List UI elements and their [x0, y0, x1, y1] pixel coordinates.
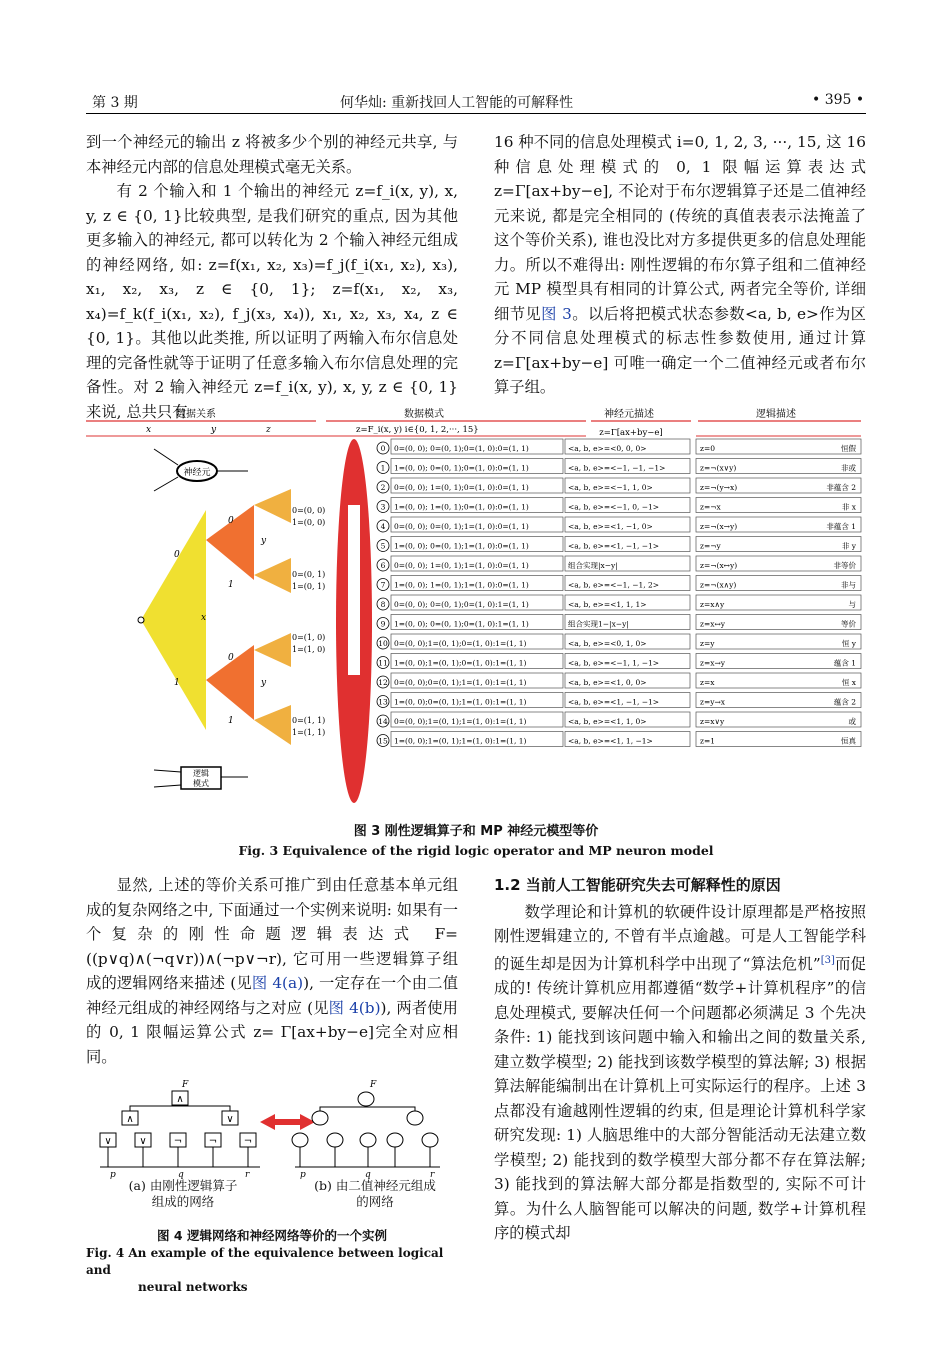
logic-name: 恒真: [841, 736, 856, 746]
output-F: F: [370, 1080, 377, 1090]
logic-name: 非等价: [833, 561, 856, 570]
right-column-bottom: [494, 873, 866, 1246]
mode-text: 1=(0, 0);1=(0, 1);1=(1, 0):1=(1, 1): [394, 736, 527, 746]
logic-expr: z=¬(x∧y): [700, 580, 737, 590]
arrow: [154, 449, 178, 465]
mapping-bar: [348, 505, 360, 675]
mode-index: 4: [380, 522, 386, 531]
table-row: [377, 673, 861, 688]
input-p: p: [110, 1170, 116, 1180]
mode-text: 1=(0, 0); 1=(0, 1);1=(1, 0):0=(1, 1): [394, 580, 529, 590]
mode-index: 2: [380, 483, 386, 492]
tree-leaf-label: 1=(0, 0): [292, 518, 326, 527]
table-row: [377, 459, 861, 474]
logic-expr: z=¬x: [700, 502, 721, 512]
header-data-relation: 数据关系: [176, 409, 216, 420]
logic-name: 蕴含 2: [833, 697, 856, 707]
logic-expr: z=¬(x→y): [700, 522, 738, 531]
header-logic-desc: 逻辑描述: [756, 409, 796, 420]
logic-expr: z=x∧y: [700, 600, 725, 609]
tree-label: y: [261, 678, 267, 688]
gate-symbol: ¬: [173, 1136, 183, 1147]
tree-leaf: [254, 705, 291, 745]
figure-4-caption-en: Fig. 4 An example of the equivalence between logical and neural networks: [86, 1246, 444, 1294]
table-row: [377, 615, 861, 630]
header-neuron-desc: 神经元描述: [604, 409, 654, 420]
logic-expr: z=¬(x↔y): [700, 561, 738, 570]
table-row: [377, 732, 861, 747]
logic-cell: [696, 634, 861, 649]
output-F: F: [182, 1080, 189, 1090]
param-text: <a, b, e>=<−1, −1, 2>: [568, 580, 660, 590]
table-row: [377, 517, 861, 532]
param-text: <a, b, e>=<1, −1, −1>: [568, 697, 660, 707]
table-row: [377, 634, 861, 649]
mode-text: 1=(0, 0); 0=(0, 1);1=(1, 0):0=(1, 1): [394, 541, 529, 551]
param-text: <a, b, e>=<−1, 0, −1>: [568, 502, 660, 512]
arrow: [154, 785, 181, 787]
tree-label: y: [261, 536, 267, 546]
wire: [130, 1106, 230, 1111]
sub-y: y: [211, 425, 217, 435]
logic-expr: z=x→y: [700, 658, 725, 668]
logic-cell: [696, 498, 861, 513]
table-row: [377, 693, 861, 708]
logic-expr: z=y→x: [700, 697, 725, 707]
param-text: <a, b, e>=<1, −1, 0>: [568, 522, 653, 531]
mode-index: 0: [380, 444, 386, 453]
mode-index: 5: [380, 541, 386, 551]
mode-text: 0=(0, 0); 1=(0, 1);0=(1, 0):0=(1, 1): [394, 483, 529, 492]
figure-3-caption-en: Fig. 3 Equivalence of the rigid logic operator and MP neuron model: [238, 843, 714, 858]
tree-leaf: [254, 489, 291, 523]
logic-mode-label: 模式: [193, 779, 209, 788]
mode-text: 0=(0, 0);1=(0, 1);1=(1, 0):1=(1, 1): [394, 717, 527, 726]
mode-text: 0=(0, 0); 0=(0, 1);1=(1, 0):0=(1, 1): [394, 522, 529, 531]
logic-expr: z=x↔y: [700, 619, 725, 629]
mode-text: 1=(0, 0); 0=(0, 1);0=(1, 0):1=(1, 1): [394, 619, 529, 629]
tree-leaf: [254, 558, 291, 593]
neuron-node: [327, 1133, 343, 1147]
param-text: <a, b, e>=<−1, 1, 0>: [568, 483, 653, 492]
param-text: <a, b, e>=<1, 0, 0>: [568, 678, 647, 687]
page-number: • 395 •: [812, 92, 865, 108]
param-text: 组合实现|x−y|: [568, 561, 618, 570]
mode-index: 8: [380, 600, 386, 609]
neuron-node: [292, 1133, 308, 1147]
tree-leaf-label: 1=(0, 1): [292, 582, 326, 591]
mode-index: 12: [378, 678, 388, 687]
tree-leaf-label: 1=(1, 1): [292, 728, 326, 737]
figure-4-sub-a: (a) 由刚性逻辑算子 组成的网络: [128, 1178, 238, 1209]
paragraph: 显然, 上述的等价关系可推广到由任意基本单元组成的复杂网络之中, 下面通过一个实例来说明: 如果有一个复杂的刚性命题逻辑表达式 F=((p∨q)∧(¬q∨r))∧(¬p∨¬r), 它可用一些逻辑算子组成的逻辑网络来描述 (见图 4(a)), 一定存在一个由二值神经元组成的神经网络与之对应 (见图 4(b)), 两者使用的 0, 1 限幅运算公式 z= Γ[ax+by−e]完全对应相同。: [86, 876, 459, 1066]
table-row: [377, 556, 861, 571]
gate-symbol: ∨: [226, 1114, 234, 1125]
mode-index: 14: [378, 717, 388, 726]
tree-leaf-label: 0=(0, 1): [292, 570, 326, 579]
sub-z: z: [266, 425, 271, 435]
logic-expr: z=1: [700, 736, 716, 746]
issue-number: 第 3 期: [92, 95, 138, 111]
input-q: q: [365, 1170, 371, 1180]
mode-index: 6: [380, 561, 386, 570]
neuron-node: [358, 1092, 374, 1106]
gate-symbol: ∧: [126, 1114, 134, 1125]
logic-name: 恒假: [841, 444, 856, 453]
mode-index: 15: [378, 736, 388, 746]
logic-name: 恒 y: [841, 639, 856, 648]
figure-4-sub-b: (b) 由二值神经元组成 的网络: [314, 1178, 436, 1209]
logic-cell: [696, 673, 861, 688]
logic-name: 非蕴含 1: [826, 522, 856, 531]
gate-symbol: ¬: [208, 1136, 218, 1147]
tree-leaf-label: 0=(1, 1): [292, 716, 326, 725]
mode-text: 0=(0, 0); 0=(0, 1);0=(1, 0):1=(1, 1): [394, 600, 529, 609]
mode-index: 7: [380, 580, 386, 590]
logic-name: 等价: [841, 619, 856, 629]
param-text: <a, b, e>=<1, −1, −1>: [568, 541, 660, 551]
mode-text: 0=(0, 0); 1=(0, 1);1=(1, 0):0=(1, 1): [394, 561, 529, 570]
logic-cell: [696, 439, 861, 454]
param-text: <a, b, e>=<−1, 1, −1>: [568, 658, 660, 668]
tree-label: 0: [174, 550, 180, 560]
paragraph: 数学理论和计算机的软硬件设计原理都是严格按照刚性逻辑建立的, 不曾有半点逾越。可是人工智能学科的诞生却是因为计算机科学中出现了“算法危机”[3]而促成的! 传统计算机应用都遵循“数学+计算机程序”的信息处理模式, 要解决任何一个问题都必须满足 3 个先决条件: 1) 能找到该问题中输入和输出之间的数量关系, 建立数学模型; 2) 能找到该数学模型的算法解; 3) 根据算法解能编制出在计算机上可实际运行的程序。上述 3 点都没有逾越刚性逻辑的约束, 但是理论计算机科学家研究发现: 1) 人脑思维中的大部分智能活动无法建立数学模型; 2) 能找到的数学模型大部分都不存在算法解; 3) 能找到的算法解大部分都是指数型的, 实际不可计算。为什么人脑智能可以解决的问题, 数学+计算机程序的模式却: [494, 902, 866, 1243]
tree-root-x: [141, 510, 206, 730]
equivalence-arrow: [260, 1114, 315, 1130]
logic-name: 非或: [841, 463, 856, 473]
neuron-node: [312, 1111, 328, 1125]
figure-ref-link[interactable]: 图 4(a): [251, 974, 304, 992]
logic-name: 非与: [841, 580, 856, 590]
logic-expr: z=y: [700, 639, 715, 648]
table-row: [377, 537, 861, 552]
running-title: 何华灿: 重新找回人工智能的可解释性: [340, 95, 574, 111]
paragraph: 16 种不同的信息处理模式 i=0, 1, 2, 3, ···, 15, 这 16 种信息处理模式的 0, 1 限幅运算表达式 z=Γ[ax+by−e], 不论对于布尔逻辑算子还是二值神经元来说, 都是完全相同的 (传统的真值表表示法掩盖了这个等价关系), 谁也没比对方多提供更多的信息处理能力。所以不难得出: 刚性逻辑的布尔算子组和二值神经元 MP 模型具有相同的计算公式, 两者完全等价, 详细细节见图 3。以后将把模式状态参数<a, b, e>作为区分不同信息处理模式的标志性参数使用, 通过计算 z=Γ[ax+by−e] 可唯一确定一个二值神经元或者布尔算子组。: [494, 133, 866, 396]
citation-link[interactable]: [3]: [820, 954, 835, 966]
param-text: <a, b, e>=<0, 1, 0>: [568, 639, 647, 648]
param-text: <a, b, e>=<1, 1, −1>: [568, 736, 653, 746]
logic-expr: z=x∨y: [700, 717, 725, 726]
mode-text: 0=(0, 0); 0=(0, 1);0=(1, 0):0=(1, 1): [394, 444, 529, 453]
table-row: [377, 478, 861, 493]
logic-expr: z=¬(x∨y): [700, 463, 737, 473]
logic-name: 与: [848, 600, 856, 609]
table-row: [377, 595, 861, 610]
table-row: [377, 498, 861, 513]
neuron-label: 神经元: [183, 468, 211, 478]
sub-formula: z=F_i(x, y) i∈{0, 1, 2,···, 15}: [356, 425, 479, 435]
tree-label: 1: [228, 716, 234, 726]
tree-label: x: [201, 613, 207, 623]
right-column-top: [494, 130, 866, 400]
gate-symbol: ¬: [243, 1136, 253, 1147]
input-p: p: [300, 1170, 306, 1180]
node: [138, 617, 144, 623]
mode-text: 1=(0, 0); 0=(0, 1);0=(1, 0):0=(1, 1): [394, 463, 529, 473]
table-row: [377, 654, 861, 669]
header-rule: [86, 113, 866, 114]
logic-expr: z=x: [700, 678, 715, 687]
mode-text: 0=(0, 0);1=(0, 1);0=(1, 0):1=(1, 1): [394, 639, 527, 648]
logic-expr: z=¬(y→x): [700, 483, 738, 492]
tree-leaf-label: 0=(1, 0): [292, 633, 326, 642]
param-text: 组合实现1−|x−y|: [568, 619, 629, 629]
paragraph: 到一个神经元的输出 z 将被多少个别的神经元共享, 与本神经元内部的信息处理模式毫无关系。: [86, 133, 458, 176]
mode-text: 1=(0, 0);1=(0, 1);0=(1, 0):1=(1, 1): [394, 658, 527, 668]
table-row: [377, 576, 861, 591]
mode-index: 9: [380, 619, 386, 629]
gate-symbol: ∧: [176, 1094, 184, 1105]
logic-name: 非 y: [841, 541, 856, 551]
input-r: r: [245, 1170, 250, 1180]
sub-gamma: z=Γ[ax+by−e]: [599, 428, 663, 438]
mode-text: 1=(0, 0); 1=(0, 1);0=(1, 0):0=(1, 1): [394, 502, 529, 512]
logic-name: 非 x: [841, 502, 856, 512]
figure-ref-link[interactable]: 图 4(b): [328, 998, 381, 1017]
logic-expr: z=0: [700, 444, 716, 453]
tree-leaf: [254, 633, 291, 667]
logic-name: 恒 x: [841, 678, 856, 687]
tree-leaf-label: 0=(0, 0): [292, 506, 326, 515]
neuron-node: [387, 1133, 403, 1147]
figure-ref-link[interactable]: 图 3: [541, 304, 572, 323]
input-r: r: [430, 1170, 435, 1180]
param-text: <a, b, e>=<1, 1, 1>: [568, 600, 647, 609]
gate-symbol: ∨: [139, 1136, 147, 1147]
figure-3: [86, 405, 866, 805]
tree-label: 1: [174, 678, 180, 688]
logic-name: 或: [848, 717, 856, 726]
logic-name: 蕴含 1: [833, 658, 856, 668]
arrow: [154, 770, 181, 772]
param-text: <a, b, e>=<1, 1, 0>: [568, 717, 647, 726]
logic-cell: [696, 732, 861, 747]
wire: [320, 1107, 415, 1111]
mode-text: 1=(0, 0);0=(0, 1);1=(1, 0):1=(1, 1): [394, 697, 527, 707]
gate-symbol: ∨: [104, 1136, 112, 1147]
logic-name: 非蕴含 2: [826, 483, 856, 492]
neuron-node: [422, 1133, 438, 1147]
arrow: [154, 477, 178, 491]
tree-label: 1: [228, 580, 234, 590]
mode-index: 3: [380, 502, 386, 512]
param-text: <a, b, e>=<−1, −1, −1>: [568, 463, 666, 473]
left-column-top: [86, 130, 458, 424]
tree-leaf-label: 1=(1, 0): [292, 645, 326, 654]
header-data-mode: 数据模式: [404, 409, 444, 420]
section-heading: 1.2 当前人工智能研究失去可解释性的原因: [494, 876, 781, 894]
mode-index: 11: [378, 658, 388, 668]
sub-x: x: [146, 425, 152, 435]
table-row: [377, 439, 861, 454]
mode-index: 1: [380, 463, 386, 473]
figure-4-caption-cn: 图 4 逻辑网络和神经网络等价的一个实例: [157, 1228, 387, 1243]
tree-label: 0: [228, 516, 234, 526]
neuron-node: [407, 1111, 423, 1125]
mode-index: 10: [378, 639, 388, 648]
input-q: q: [178, 1170, 184, 1180]
paragraph: 有 2 个输入和 1 个输出的神经元 z=f_i(x, y), x, y, z ∈ {0, 1}比较典型, 是我们研究的重点, 因为其他更多输入的神经元, 都可以转化为 2 个输入神经元组成的神经网络, 如: z=f(x₁, x₂, x₃)=f_j(f_i(x₁, x₂), x₃), x₁, x₂, x₃, z ∈ {0, 1}; z=f(x₁, x₂, x₃, x₄)=f_k(f_i(x₁, x₂), f_j(x₃, x₄)), x₁, x₂, x₃, x₄, z ∈ {0, 1}。其他以此类推, 所以证明了两输入布尔信息处理的完备性就等于证明了任意多输入布尔信息处理的完备性。对 2 输入神经元 z=f_i(x, y), x, y, z ∈ {0, 1}来说, 总共只有: [86, 182, 458, 421]
table-row: [377, 712, 861, 727]
figure-3-rows: [377, 439, 861, 747]
tree-label: 0: [228, 653, 234, 663]
mode-text: 0=(0, 0);0=(0, 1);1=(1, 0):1=(1, 1): [394, 678, 527, 687]
param-text: <a, b, e>=<0, 0, 0>: [568, 444, 647, 453]
logic-mode-label: 逻辑: [193, 769, 209, 778]
left-column-bottom: [86, 873, 458, 1069]
figure-3-caption-cn: 图 3 刚性逻辑算子和 MP 神经元模型等价: [353, 824, 599, 839]
logic-expr: z=¬y: [700, 541, 721, 551]
neuron-node: [360, 1133, 376, 1147]
mode-index: 13: [378, 697, 388, 707]
